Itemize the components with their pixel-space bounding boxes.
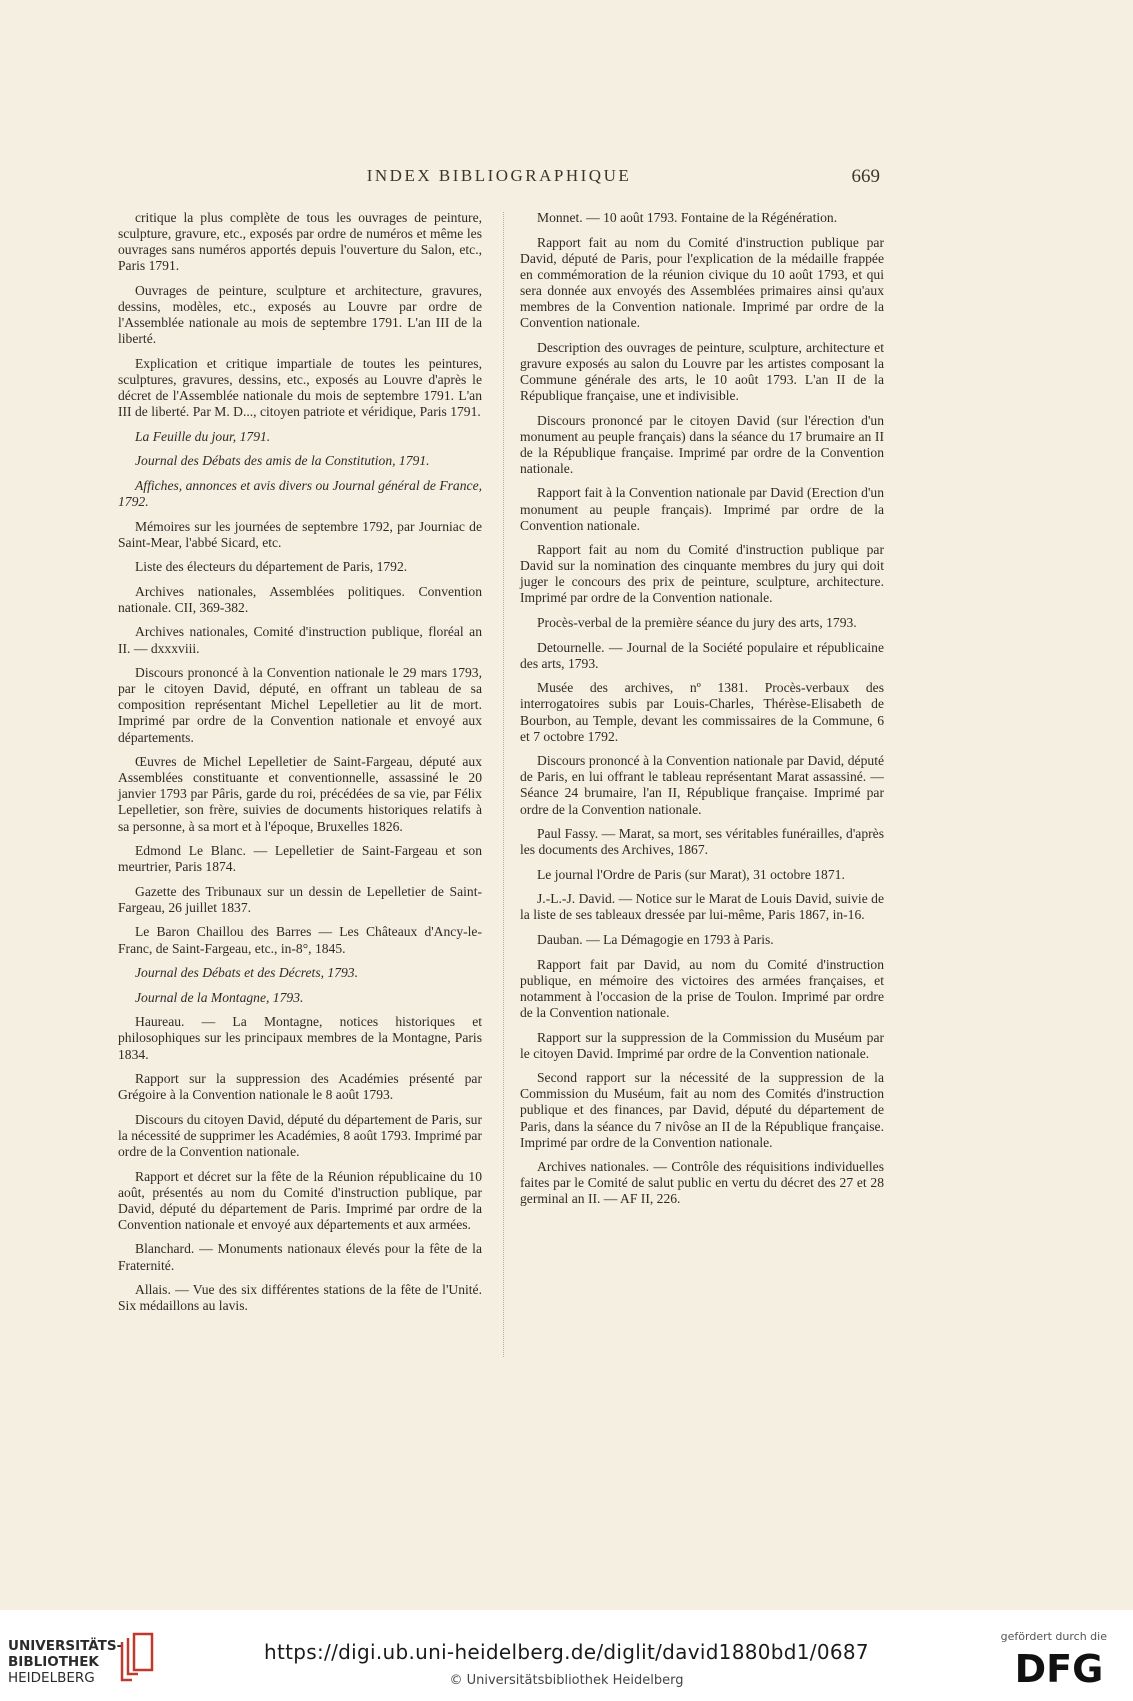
page-number: 669 <box>851 166 880 187</box>
bibliography-entry: critique la plus complète de tous les ouvrages de peinture, sculpture, gravure, etc., exposés par ordre de numéros et même les ouvrages sans numéros apportés depuis l'ouverture du Salon, etc., Paris 1791. <box>118 210 482 274</box>
running-head: INDEX BIBLIOGRAPHIQUE <box>366 166 632 185</box>
bibliography-entry: Allais. — Vue des six différentes stations de la fête de l'Unité. Six médaillons au lavis. <box>118 1282 482 1314</box>
bibliography-entry: Discours prononcé par le citoyen David (sur l'érection d'un monument au peuple français) dans la séance du 17 brumaire an II de la République française. Imprimé par ordre de la Convention nationale. <box>520 412 884 476</box>
bibliography-entry: Affiches, annonces et avis divers ou Journal général de France, 1792. <box>118 477 482 509</box>
bibliography-entry: Discours du citoyen David, député du département de Paris, sur la nécessité de supprimer les Académies, 8 août 1793. Imprimé par ordre de la Convention nationale. <box>118 1111 482 1159</box>
library-name-line: BIBLIOTHEK <box>8 1654 99 1670</box>
bibliography-entry: J.-L.-J. David. — Notice sur le Marat de Louis David, suivie de la liste de ses tableaux dressée par lui-même, Paris 1867, in-16. <box>520 891 884 923</box>
page-header <box>118 166 880 192</box>
bibliography-entry: Rapport fait à la Convention nationale par David (Erection d'un monument au peuple français). Imprimé par ordre de la Convention nationale. <box>520 485 884 533</box>
bibliography-entry: Le Baron Chaillou des Barres — Les Châteaux d'Ancy-le-Franc, de Saint-Fargeau, etc., in-8°, 1845. <box>118 924 482 956</box>
bibliography-entry: Le journal l'Ordre de Paris (sur Marat), 31 octobre 1871. <box>537 866 845 882</box>
bibliography-entry: Discours prononcé à la Convention nationale par David, député de Paris, en lui offrant le tableau représentant Marat assassiné. — Séance 24 brumaire, l'an II, République française. Imprimé par ordre de la Convention nationale. <box>520 753 884 817</box>
bibliography-entry: La Feuille du jour, 1791. <box>135 428 271 444</box>
dfg-logo-icon[interactable] <box>1003 1648 1115 1688</box>
bibliography-entry: Procès-verbal de la première séance du jury des arts, 1793. <box>537 615 857 631</box>
bibliography-entry: Gazette des Tribunaux sur un dessin de Lepelletier de Saint-Fargeau, 26 juillet 1837. <box>118 883 482 915</box>
permalink-url[interactable]: https://digi.ub.uni-heidelberg.de/diglit/david1880bd1/0687 <box>264 1640 869 1664</box>
bibliography-entry: Archives nationales, Assemblées politiques. Convention nationale. CII, 369-382. <box>118 583 482 615</box>
bibliography-entry: Second rapport sur la nécessité de la suppression de la Commission du Muséum, fait au nom des Comités d'instruction publique et des finances, par David, député du département de Paris, dans la séance du 7 nivôse an II de la République française. Imprimé par ordre de la Convention nationale. <box>520 1070 884 1150</box>
bibliography-entry: Discours prononcé à la Convention nationale le 29 mars 1793, par le citoyen David, député, en offrant un tableau de sa composition représentant Michel Lepelletier au lit de mort. Imprimé par ordre de la Convention nationale et envoyé aux départements. <box>118 665 482 745</box>
library-name-line: HEIDELBERG <box>8 1670 95 1686</box>
bibliography-entry: Paul Fassy. — Marat, sa mort, ses véritables funérailles, d'après les documents des Archives, 1867. <box>520 826 884 858</box>
bibliography-entry: Dauban. — La Démagogie en 1793 à Paris. <box>537 932 774 948</box>
bibliography-entry: Archives nationales. — Contrôle des réquisitions individuelles faites par le Comité de salut public en vertu du décret des 27 et 28 germinal an II. — AF II, 226. <box>520 1159 884 1207</box>
bibliography-entry: Musée des archives, nº 1381. Procès-verbaux des interrogatoires subis par Louis-Charles, Thérèse-Elisabeth de Bourbon, au Temple, devant les commissaires de la Commune, 6 et 7 octobre 1792. <box>520 680 884 744</box>
bibliography-entry: Liste des électeurs du département de Paris, 1792. <box>135 559 408 575</box>
bibliography-entry: Rapport fait par David, au nom du Comité d'instruction publique, en mémoire des victoires des armées françaises, et notamment à l'occasion de la prise de Toulon. Imprimé par ordre de la Convention nationale. <box>520 956 884 1020</box>
bibliography-entry: Edmond Le Blanc. — Lepelletier de Saint-Fargeau et son meurtrier, Paris 1874. <box>118 843 482 875</box>
bibliography-entry: Rapport sur la suppression de la Commission du Muséum par le citoyen David. Imprimé par ordre de la Convention nationale. <box>520 1029 884 1061</box>
copyright-notice: © Universitätsbibliothek Heidelberg <box>449 1673 684 1688</box>
bibliography-entry: Explication et critique impartiale de toutes les peintures, sculptures, gravures, dessins, etc., exposés au Louvre d'après le décret de l'Assemblée nationale du mois de septembre 1791. L'an III de liberté. Par M. D..., citoyen patriote et véridique, Paris 1791. <box>118 355 482 420</box>
bibliography-entry: Mémoires sur les journées de septembre 1792, par Journiac de Saint-Mear, l'abbé Sicard, etc. <box>118 518 482 550</box>
bibliography-entry: Journal des Débats et des Décrets, 1793. <box>135 965 358 981</box>
bibliography-entry: Rapport sur la suppression des Académies présenté par Grégoire à la Convention nationale le 8 août 1793. <box>118 1071 482 1103</box>
column-divider <box>503 212 504 1357</box>
viewer-footer <box>0 1610 1133 1701</box>
bibliography-entry: Rapport et décret sur la fête de la Réunion républicaine du 10 août, présentés au nom du Comité d'instruction publique, par David, député du département de Paris. Imprimé par ordre de la Convention nationale et envoyé aux départements et aux armées. <box>118 1168 482 1232</box>
right-column <box>520 210 884 1216</box>
bibliography-entry: Monnet. — 10 août 1793. Fontaine de la Régénération. <box>537 210 838 225</box>
bibliography-entry: Journal des Débats des amis de la Constitution, 1791. <box>135 453 430 469</box>
bibliography-entry: Description des ouvrages de peinture, sculpture, architecture et gravure exposés au salon du Louvre par les artistes composant la Commune générale des arts, le 10 août 1793. L'an II de la République française, une et indivisible. <box>520 339 884 403</box>
bibliography-entry: Haureau. — La Montagne, notices historiques et philosophiques sur les principaux membres de la Montagne, Paris 1834. <box>118 1014 482 1062</box>
bibliography-entry: Rapport fait au nom du Comité d'instruction publique par David, député de Paris, pour l'explication de la médaille frappée en commémoration de la réunion civique du 10 août 1793, et qui sera donnée aux envoyés des Assemblées primaires ainsi qu'aux membres de la Convention nationale. Imprimé par ordre de la Convention nationale. <box>520 234 884 331</box>
funded-by-label: gefördert durch die <box>1000 1630 1107 1643</box>
bibliography-entry: Œuvres de Michel Lepelletier de Saint-Fargeau, député aux Assemblées constituante et conventionnelle, assassiné le 20 janvier 1793 par Pâris, garde du roi, précédées de sa vie, par Félix Lepelletier, son frère, suivies de documents historiques relatifs à sa personne, à sa mort et à l'époque, Bruxelles 1826. <box>118 754 482 834</box>
bibliography-entry: Ouvrages de peinture, sculpture et architecture, gravures, dessins, modèles, etc., exposés au Louvre par ordre de l'Assemblée nationale au mois de septembre 1791. L'an III de la liberté. <box>118 282 482 347</box>
library-name-line: UNIVERSITÄTS- <box>8 1638 123 1654</box>
bibliography-entry: Detournelle. — Journal de la Société populaire et républicaine des arts, 1793. <box>520 639 884 671</box>
bibliography-entry: Rapport fait au nom du Comité d'instruction publique par David sur la nomination des cinquante membres du jury qui doit juger le concours des prix de peinture, sculpture, architecture. Imprimé par ordre de la Convention nationale. <box>520 542 884 606</box>
bibliography-entry: Blanchard. — Monuments nationaux élevés pour la fête de la Fraternité. <box>118 1241 482 1273</box>
dfg-logo-text: DFG <box>1014 1648 1104 1688</box>
left-column <box>118 210 482 1323</box>
bibliography-entry: Journal de la Montagne, 1793. <box>135 989 304 1005</box>
bibliography-entry: Archives nationales, Comité d'instruction publique, floréal an II. — dxxxviii. <box>118 624 482 656</box>
